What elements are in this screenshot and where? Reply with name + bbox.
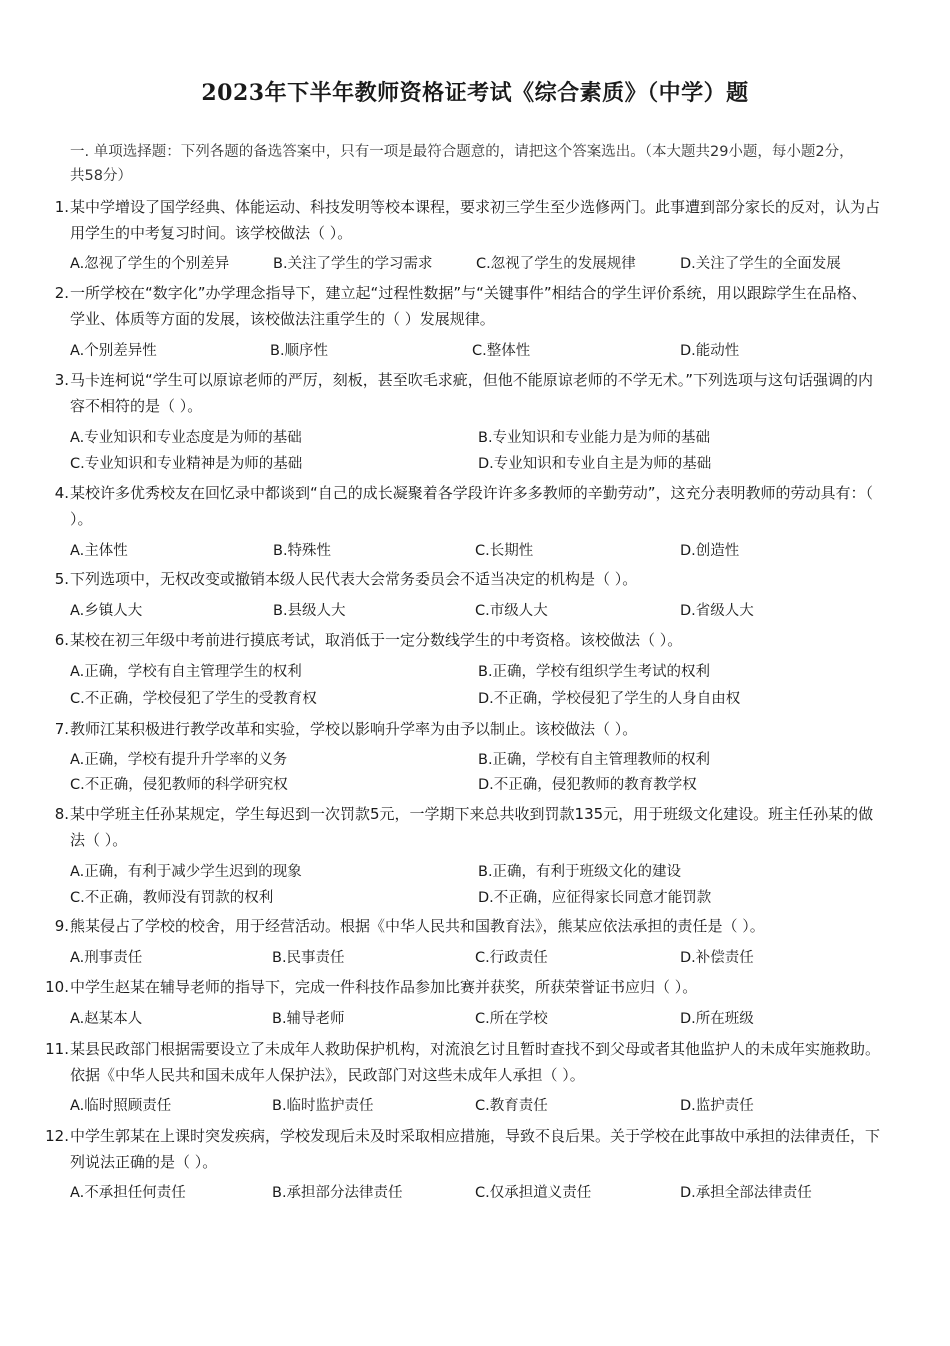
question-stem: 熊某侵占了学校的校舍，用于经营活动。根据《中华人民共和国教育法》，熊某应依法承担的责任是（ ）。 [70,917,765,935]
question-number: 11. [45,1040,69,1058]
answer-option: A.不承担任何责任 [70,1185,186,1201]
question-stem: 某县民政部门根据需要设立了未成年人救助保护机构，对流浪乞讨且暂时查找不到父母或者其他监护人的未成年实施救助。依据《中华人民共和国未成年人保护法》，民政部门对这些未成年人承担（ ）。 [70,1040,881,1084]
answer-option: C.市级人大 [475,603,548,619]
question-stem: 某中学增设了国学经典、体能运动、科技发明等校本课程，要求初三学生至少选修两门。此事遭到部分家长的反对，认为占用学生的中考复习时间。该学校做法（ ）。 [70,198,881,242]
answer-option: D.专业知识和专业自主是为师的基础 [478,456,712,472]
answer-option: C.不正确，学校侵犯了学生的受教育权 [70,691,317,707]
answer-option: C.专业知识和专业精神是为师的基础 [70,456,303,472]
question-stem: 某中学班主任孙某规定，学生每迟到一次罚款5元，一学期下来总共收到罚款135元，用于班级文化建设。班主任孙某的做法（ ）。 [70,805,874,849]
question-number: 3. [54,371,69,389]
answer-option: B.临时监护责任 [272,1098,374,1114]
answer-option: D.监护责任 [680,1098,754,1114]
answer-option: A.忽视了学生的个别差异 [70,256,230,272]
question-number: 5. [54,570,69,588]
answer-option: B.辅导老师 [272,1011,345,1027]
answer-option: A.个别差异性 [70,343,157,359]
answer-option: D.省级人大 [680,603,754,619]
question-stem: 教师江某积极进行教学改革和实验，学校以影响升学率为由予以制止。该校做法（ ）。 [70,720,638,738]
answer-option: A.临时照顾责任 [70,1098,172,1114]
answer-option: C.整体性 [472,343,531,359]
answer-option: C.忽视了学生的发展规律 [476,256,636,272]
answer-option: B.专业知识和专业能力是为师的基础 [478,430,711,446]
question-number: 7. [54,720,69,738]
question-number: 6. [54,631,69,649]
answer-option: B.顺序性 [270,343,329,359]
answer-option: A.主体性 [70,543,128,559]
page-title: 2023年下半年教师资格证考试《综合素质》（中学）题 [201,80,749,106]
answer-option: D.关注了学生的全面发展 [680,256,841,272]
answer-option: D.不正确，应征得家长同意才能罚款 [478,890,712,906]
answer-option: A.刑事责任 [70,950,143,966]
answer-option: C.不正确，教师没有罚款的权利 [70,890,274,906]
answer-option: A.正确，有利于减少学生迟到的现象 [70,864,302,880]
answer-option: B.正确，学校有组织学生考试的权利 [478,664,711,680]
answer-option: A.赵某本人 [70,1011,143,1027]
answer-option: A.正确，学校有提升升学率的义务 [70,752,288,768]
answer-option: B.县级人大 [273,603,346,619]
answer-option: A.乡镇人大 [70,603,143,619]
question-number: 9. [54,917,69,935]
answer-option: C.教育责任 [475,1098,548,1114]
answer-option: B.承担部分法律责任 [272,1185,403,1201]
answer-option: D.创造性 [680,543,740,559]
question-stem: 某校在初三年级中考前进行摸底考试，取消低于一定分数线学生的中考资格。该校做法（ ）。 [70,631,683,649]
answer-option: D.承担全部法律责任 [680,1185,812,1201]
answer-option: D.能动性 [680,343,740,359]
answer-option: B.正确，有利于班级文化的建设 [478,864,682,880]
answer-option: D.补偿责任 [680,950,754,966]
question-number: 12. [45,1127,69,1145]
question-number: 10. [45,978,69,996]
answer-option: A.专业知识和专业态度是为师的基础 [70,430,302,446]
answer-option: B.正确，学校有自主管理教师的权利 [478,752,711,768]
answer-option: D.不正确，侵犯教师的教育教学权 [478,777,697,793]
answer-option: B.民事责任 [272,950,345,966]
question-stem: 马卡连柯说“学生可以原谅老师的严厉，刻板，甚至吹毛求疵，但他不能原谅老师的不学无术。”下列选项与这句话强调的内容不相符的是（ ）。 [70,371,874,415]
question-stem: 下列选项中，无权改变或撤销本级人民代表大会常务委员会不适当决定的机构是（ ）。 [70,570,638,588]
section-heading: 一. 单项选择题：下列各题的备选答案中，只有一项是最符合题意的，请把这个答案选出。（本大题共29小题，每小题2分，共58分） [70,144,854,184]
answer-option: D.不正确，学校侵犯了学生的人身自由权 [478,691,741,707]
question-stem: 一所学校在“数字化”办学理念指导下，建立起“过程性数据”与“关键事件”相结合的学生评价系统，用以跟踪学生在品格、学业、体质等方面的发展，该校做法注重学生的（ ）发展规律。 [70,284,867,328]
question-stem: 中学生郭某在上课时突发疾病，学校发现后未及时采取相应措施，导致不良后果。关于学校在此事故中承担的法律责任，下列说法正确的是（ ）。 [70,1127,881,1171]
answer-option: B.关注了学生的学习需求 [273,256,433,272]
answer-option: C.长期性 [475,543,534,559]
question-number: 1. [54,198,69,216]
question-number: 8. [54,805,69,823]
answer-option: C.行政责任 [475,950,548,966]
answer-option: B.特殊性 [273,543,332,559]
question-number: 2. [54,284,69,302]
answer-option: C.不正确，侵犯教师的科学研究权 [70,777,288,793]
question-stem: 中学生赵某在辅导老师的指导下，完成一件科技作品参加比赛并获奖，所获荣誉证书应归（ ）。 [70,978,698,996]
question-number: 4. [54,484,69,502]
answer-option: C.仅承担道义责任 [475,1185,592,1201]
answer-option: C.所在学校 [475,1011,548,1027]
answer-option: A.正确，学校有自主管理学生的权利 [70,664,302,680]
question-stem: 某校许多优秀校友在回忆录中都谈到“自己的成长凝聚着各学段许许多多教师的辛勤劳动”，这充分表明教师的劳动具有：（ ）。 [70,484,874,528]
answer-option: D.所在班级 [680,1011,754,1027]
